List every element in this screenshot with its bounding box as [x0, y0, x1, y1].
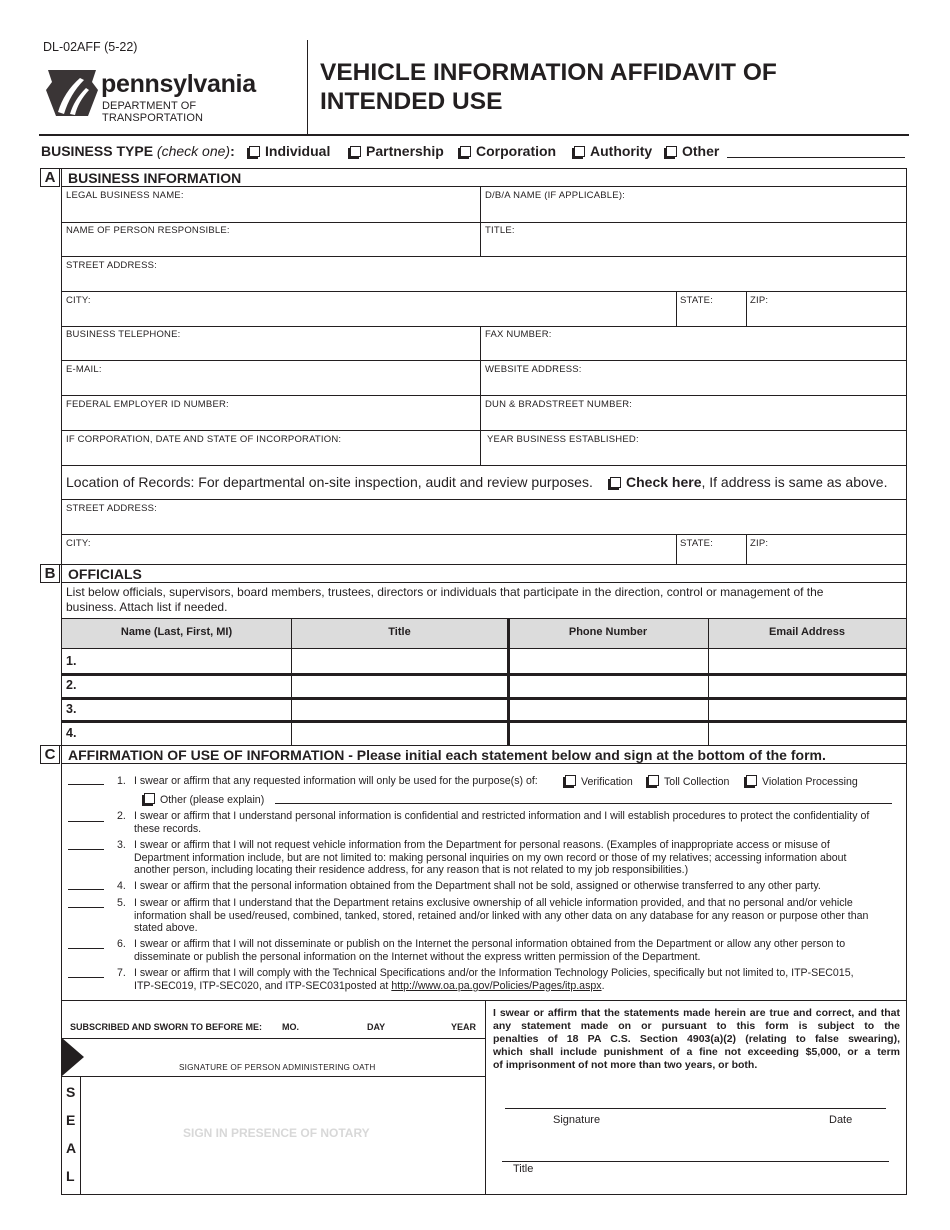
logo-department: DEPARTMENT OF TRANSPORTATION: [102, 100, 204, 124]
title-line-1: VEHICLE INFORMATION AFFIDAVIT OF: [320, 59, 777, 86]
notary-seal-area[interactable]: SIGN IN PRESENCE OF NOTARY: [183, 1126, 370, 1140]
section-a-title: BUSINESS INFORMATION: [68, 170, 242, 186]
location-of-records-text: Location of Records: For departmental on-site inspection, audit and review purposes.: [66, 474, 593, 490]
checkbox-icon[interactable]: [565, 775, 576, 786]
incorporation-field[interactable]: IF CORPORATION, DATE AND STATE OF INCORPORATION:: [66, 434, 342, 445]
business-type-partnership[interactable]: Partnership: [350, 143, 444, 159]
statement-1-number: 1.: [117, 775, 126, 787]
year-established-field[interactable]: YEAR BUSINESS ESTABLISHED:: [487, 434, 639, 445]
records-street-field[interactable]: STREET ADDRESS:: [66, 503, 157, 514]
arrow-marker-icon: [62, 1038, 84, 1076]
purpose-verification[interactable]: Verification: [565, 775, 633, 789]
initial-line-6[interactable]: [68, 948, 104, 949]
state-field[interactable]: STATE:: [680, 295, 714, 306]
seal-letter-l: L: [66, 1168, 75, 1184]
penalty-statement: I swear or affirm that the statements made herein are true and correct, and that any statement made on or pursuant to this form is subject to the penalties of 18 PA C.S. Section 4903(a)(2) (relating to false swearing), which shall include punishment of a fine not exceeding $5,000, or a term of imprisonment of not more than two years, or both.: [493, 1007, 900, 1071]
seal-letter-e: E: [66, 1112, 76, 1128]
official-row-4[interactable]: 4.: [66, 726, 77, 740]
title-label: Title: [513, 1163, 534, 1175]
form-title: [320, 58, 777, 116]
initial-line-2[interactable]: [68, 821, 104, 822]
logo-wordmark: pennsylvania: [101, 70, 256, 98]
seal-letter-s: S: [66, 1084, 76, 1100]
statement-1-text: I swear or affirm that any requested information will only be used for the purpose(s) of:: [134, 775, 538, 787]
statement-5-text: I swear or affirm that I understand that the Department retains exclusive ownership of all vehicle information provided, and that no personal and/or vehicle information shall be used/reused, combined, tanked, stored, retained and/or linked with any other data on any database for any reason or purpose other than stated above.: [134, 897, 869, 934]
person-responsible-field[interactable]: NAME OF PERSON RESPONSIBLE:: [66, 225, 230, 236]
title-line[interactable]: [502, 1161, 889, 1162]
email-field[interactable]: E-MAIL:: [66, 364, 102, 375]
checkbox-icon[interactable]: [648, 775, 659, 786]
itp-policies-link[interactable]: http://www.oa.pa.gov/Policies/Pages/itp.aspx: [391, 979, 602, 992]
records-zip-field[interactable]: ZIP:: [750, 538, 769, 549]
business-type-label: BUSINESS TYPE: [41, 143, 154, 159]
business-type-hint: (check one): [156, 143, 231, 159]
month-label[interactable]: MO.: [282, 1022, 299, 1032]
checkbox-icon[interactable]: [350, 146, 361, 157]
form-code: DL-02AFF (5-22): [43, 40, 138, 54]
initial-line-3[interactable]: [68, 849, 104, 850]
col-header-email: Email Address: [768, 626, 845, 638]
purpose-other[interactable]: Other (please explain): [144, 793, 264, 807]
purpose-violation-processing[interactable]: Violation Processing: [746, 775, 858, 789]
penndot-logo: [44, 66, 294, 122]
records-city-field[interactable]: CITY:: [66, 538, 91, 549]
signature-line[interactable]: [505, 1108, 886, 1109]
initial-line-1[interactable]: [68, 784, 104, 785]
business-type-corporation[interactable]: Corporation: [460, 143, 556, 159]
initial-line-4[interactable]: [68, 889, 104, 890]
sworn-before-me-label: SUBSCRIBED AND SWORN TO BEFORE ME:: [70, 1022, 263, 1032]
statement-7-text: I swear or affirm that I will comply with the Technical Specifications and/or the Information Technology Policies, specifically but not limited to, ITP-SEC015, ITP-SEC019, ITP-SEC020, and ITP-SEC031posted at http://www.oa.pa.gov/Policies/Pages/itp.aspx.: [134, 967, 854, 992]
statement-3-text: I swear or affirm that I will not request vehicle information from the Department for personal reasons. (Examples of inappropriate access or misuse of Department information include, but are not limited to: making personal inquiries on my own record or those of my relatives; accessing information about another person, including locating their residence address, for any reason that is not related to my job responsibilities.): [134, 839, 847, 876]
signature-label: Signature: [553, 1114, 601, 1126]
statement-6-text: I swear or affirm that I will not disseminate or publish on the Internet the personal information obtained from the Department or allow any other person to disseminate or publish the personal information on the Internet without the express written permission of the Department.: [134, 938, 846, 963]
city-field[interactable]: CITY:: [66, 295, 91, 306]
section-b-title: OFFICIALS: [68, 566, 142, 582]
legal-business-name-field[interactable]: LEGAL BUSINESS NAME:: [66, 190, 184, 201]
title-field[interactable]: TITLE:: [485, 225, 515, 236]
section-a-letter: A: [40, 168, 60, 187]
business-type-row: BUSINESS TYPE (check one):: [41, 143, 235, 159]
checkbox-icon[interactable]: [746, 775, 757, 786]
records-state-field[interactable]: STATE:: [680, 538, 714, 549]
federal-employer-id-field[interactable]: FEDERAL EMPLOYER ID NUMBER:: [66, 399, 229, 410]
business-type-other[interactable]: Other: [666, 143, 719, 159]
checkbox-icon[interactable]: [249, 146, 260, 157]
purpose-toll-collection[interactable]: Toll Collection: [648, 775, 729, 789]
street-address-field[interactable]: STREET ADDRESS:: [66, 260, 157, 271]
checkbox-icon[interactable]: [144, 793, 155, 804]
official-row-1[interactable]: 1.: [66, 654, 77, 668]
col-header-title: Title: [388, 626, 411, 638]
business-telephone-field[interactable]: BUSINESS TELEPHONE:: [66, 329, 181, 340]
business-type-authority[interactable]: Authority: [574, 143, 652, 159]
title-line-2: INTENDED USE: [320, 88, 503, 115]
year-label[interactable]: YEAR: [451, 1022, 477, 1032]
section-c-letter: C: [40, 745, 60, 764]
statement-4-text: I swear or affirm that the personal information obtained from the Department shall not be sold, assigned or otherwise transferred to any other party.: [134, 880, 821, 892]
section-c-title: AFFIRMATION OF USE OF INFORMATION - Please initial each statement below and sign at the bottom of the form.: [68, 747, 826, 763]
checkbox-icon[interactable]: [460, 146, 471, 157]
keystone-logo-icon: [44, 66, 100, 118]
officials-instructions: List below officials, supervisors, board members, trustees, directors or individuals that participate in the direction, control or management of the business. Attach list if needed.: [66, 585, 824, 614]
initial-line-5[interactable]: [68, 907, 104, 908]
website-address-field[interactable]: WEBSITE ADDRESS:: [485, 364, 582, 375]
checkbox-icon[interactable]: [610, 477, 621, 488]
date-label: Date: [829, 1114, 853, 1126]
fax-number-field[interactable]: FAX NUMBER:: [485, 329, 552, 340]
oath-administrator-signature-line[interactable]: SIGNATURE OF PERSON ADMINISTERING OATH: [179, 1063, 376, 1072]
other-explain-line[interactable]: [275, 803, 892, 804]
statement-2-text: I swear or affirm that I understand personal information is confidential and restricted information and I will establish procedures to protect the confidentiality of these records.: [134, 810, 870, 835]
dun-bradstreet-field[interactable]: DUN & BRADSTREET NUMBER:: [485, 399, 633, 410]
zip-field[interactable]: ZIP:: [750, 295, 769, 306]
official-row-3[interactable]: 3.: [66, 702, 77, 716]
col-header-name: Name (Last, First, MI): [120, 626, 233, 638]
dba-name-field[interactable]: D/B/A NAME (IF APPLICABLE):: [485, 190, 626, 201]
checkbox-icon[interactable]: [574, 146, 585, 157]
initial-line-7[interactable]: [68, 977, 104, 978]
records-same-address-check[interactable]: Check here, If address is same as above.: [610, 474, 887, 490]
other-specify-line[interactable]: [727, 157, 905, 158]
col-header-phone: Phone Number: [568, 626, 648, 638]
checkbox-icon[interactable]: [666, 146, 677, 157]
day-label[interactable]: DAY: [367, 1022, 386, 1032]
business-type-individual[interactable]: Individual: [249, 143, 330, 159]
seal-letter-a: A: [66, 1140, 77, 1156]
section-b-letter: B: [40, 564, 60, 583]
official-row-2[interactable]: 2.: [66, 678, 77, 692]
